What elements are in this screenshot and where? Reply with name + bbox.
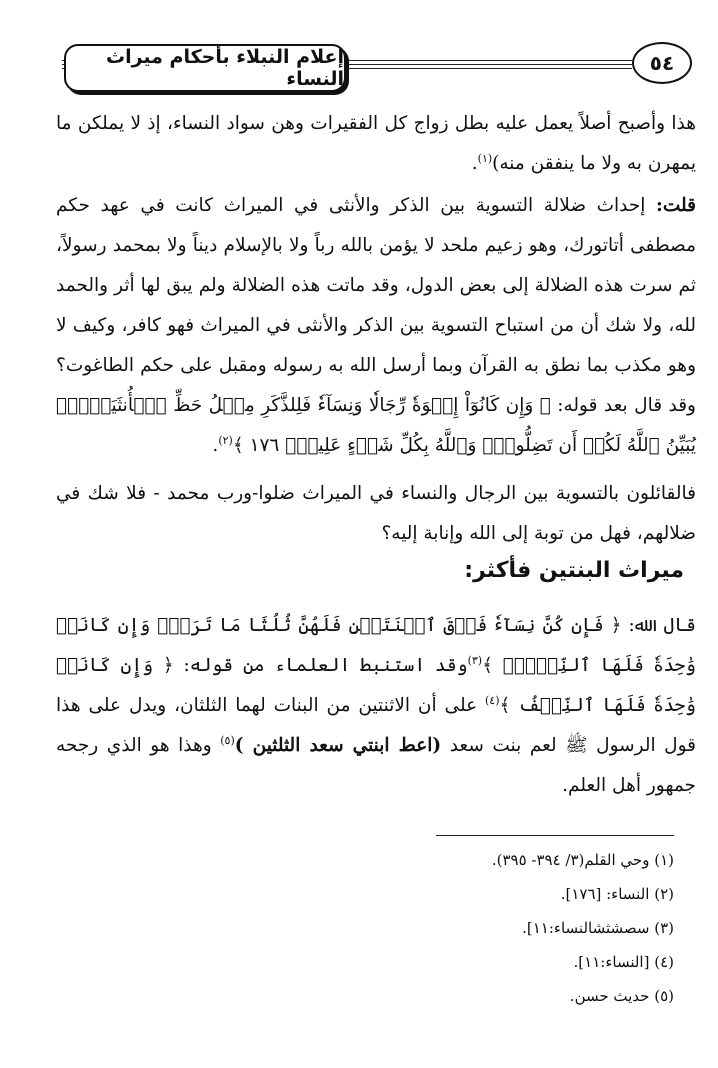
footnote-ref-3: (٣) bbox=[467, 653, 483, 667]
footnote-separator bbox=[436, 835, 674, 836]
footnote-ref-4: (٤) bbox=[485, 693, 500, 707]
footnote-1: (١) وحي القلم(٣/ ٣٩٤- ٣٩٥). bbox=[491, 851, 674, 869]
page-number: ٥٤ bbox=[632, 42, 692, 84]
footnote-4: (٤) [النساء:١١]. bbox=[573, 953, 674, 971]
footnote-3: (٣) سصشثشالنساء:١١]. bbox=[522, 919, 674, 937]
footnote-5: (٥) حديث حسن. bbox=[569, 987, 674, 1005]
quran-quote-nisa-11: ﴿ فَإِن كُنَّ نِسَآءٗ فَوۡقَ ٱثۡنَتَيۡنِ فَلَهُنَّ ثُلُثَا مَا تَرَكَۖ وَإِن كَانَتۡ وَٰحِدَةٗ فَلَهَا ٱلنِّصۡفُۚ ﴾ bbox=[56, 615, 696, 676]
paragraph-4 bbox=[56, 606, 696, 806]
paragraph-2-lead: قلت: bbox=[656, 195, 696, 216]
paragraph-1-text: هذا وأصبح أصلاً يعمل عليه بطل زواج كل الفقيرات وهن سواد النساء، إذ لا يملكن ما يمهرن به ولا ما ينفقن منه) bbox=[56, 113, 696, 174]
footnote-ref-2: (٢) bbox=[218, 433, 233, 447]
paragraph-1: هذا وأصبح أصلاً يعمل عليه بطل زواج كل الفقيرات وهن سواد النساء، إذ لا يملكن ما يمهرن به ولا ما ينفقن منه)$^{(١)}$. bbox=[56, 113, 696, 174]
paragraph-4-text-c: على أن الاثنتين من البنات لهما الثلثان، ويدل على هذا قول الرسول ﷺ لعم بنت سعد bbox=[56, 695, 696, 756]
book-title: إعلام النبلاء بأحكام ميراث النساء bbox=[64, 44, 346, 92]
section-heading: ميراث البنتين فأكثر: bbox=[464, 558, 684, 583]
paragraph-2: قلت: إحداث ضلالة التسوية بين الذكر والأنثى في الميراث كانت في عهد حكم مصطفى أتاتورك، وهو زعيم ملحد لا يؤمن بالله رباً ولا بالإسلام ديناً ولا بمحمد رسولاً، ثم سرت هذه الضلالة إلى بعض الدول، وقد ماتت هذه الضلالة ولم يبق لها أثر والحمد لله، ولا شك أن من استباح التسوية بين الذكر والأنثى في الميراث فهو كافر، وكيف لا وهو مكذب بما نطق به القرآن وبما أرسل الله به رسوله ومقبل على حكم الطاغوت؟ وقد قال بعد قوله: ﴿ وَإِن كَانُوٓاْ إِخۡوَةٗ رِّجَالٗا وَنِسَآءٗ فَلِلذَّكَرِ مِثۡلُ حَظِّ ٱلۡأُنثَيَيۡنِۗ يُبَيِّنُ ٱللَّهُ لَكُمۡ أَن تَضِلُّواْۗ وَٱللَّهُ بِكُلِّ شَيۡءٍ عَلِيمُۢ ١٧٦ ﴾$^{(٢)}$. bbox=[56, 195, 696, 456]
paragraph-4-text-b: وقد استنبط العلماء من قوله: bbox=[173, 655, 468, 676]
paragraph-4-text-d: وهذا هو الذي رجحه جمهور أهل العلم. bbox=[56, 735, 696, 796]
paragraph-3: فالقائلون بالتسوية بين الرجال والنساء في الميراث ضلوا-ورب محمد - فلا شك في ضلالهم، فهل من توبة إلى الله وإنابة إليه؟ bbox=[56, 483, 696, 544]
quran-quote-nisa-11-part: ﴿ وَإِن كَانَتۡ وَٰحِدَةٗ فَلَهَا ٱلنِّصۡفُ ﴾ bbox=[56, 655, 696, 716]
hadith-quote: (اعط ابنتي سعد الثلثين ) bbox=[234, 735, 442, 756]
paragraph-4-intro: قال الله: bbox=[621, 615, 696, 636]
footnote-2: (٢) النساء: [١٧٦]. bbox=[560, 885, 674, 903]
paragraph-2-text: إحداث ضلالة التسوية بين الذكر والأنثى في الميراث كانت في عهد حكم مصطفى أتاتورك، وهو زعيم ملحد لا يؤمن بالله رباً ولا بالإسلام ديناً ولا بمحمد رسولاً، ثم سرت هذه الضلالة إلى بعض الدول، وقد ماتت هذه الضلالة ولم يبق لها أثر والحمد لله، ولا شك أن من استباح التسوية بين الذكر والأنثى في الميراث فهو كافر، وكيف لا وهو مكذب بما نطق به القرآن وبما أرسل الله به رسوله ومقبل على حكم الطاغوت؟ وقد قال بعد قوله: bbox=[56, 195, 696, 416]
footnote-ref-5: (٥) bbox=[220, 733, 235, 747]
quran-quote-nisa-176: ﴿ وَإِن كَانُوٓاْ إِخۡوَةٗ رِّجَالٗا وَنِسَآءٗ فَلِلذَّكَرِ مِثۡلُ حَظِّ ٱلۡأُنثَيَيۡنِۗ يُبَيِّنُ ٱللَّهُ لَكُمۡ أَن تَضِلُّواْۗ وَٱللَّهُ بِكُلِّ شَيۡءٍ عَلِيمُۢ ١٧٦ ﴾ bbox=[56, 395, 696, 456]
footnote-ref-1: (١) bbox=[477, 151, 493, 165]
